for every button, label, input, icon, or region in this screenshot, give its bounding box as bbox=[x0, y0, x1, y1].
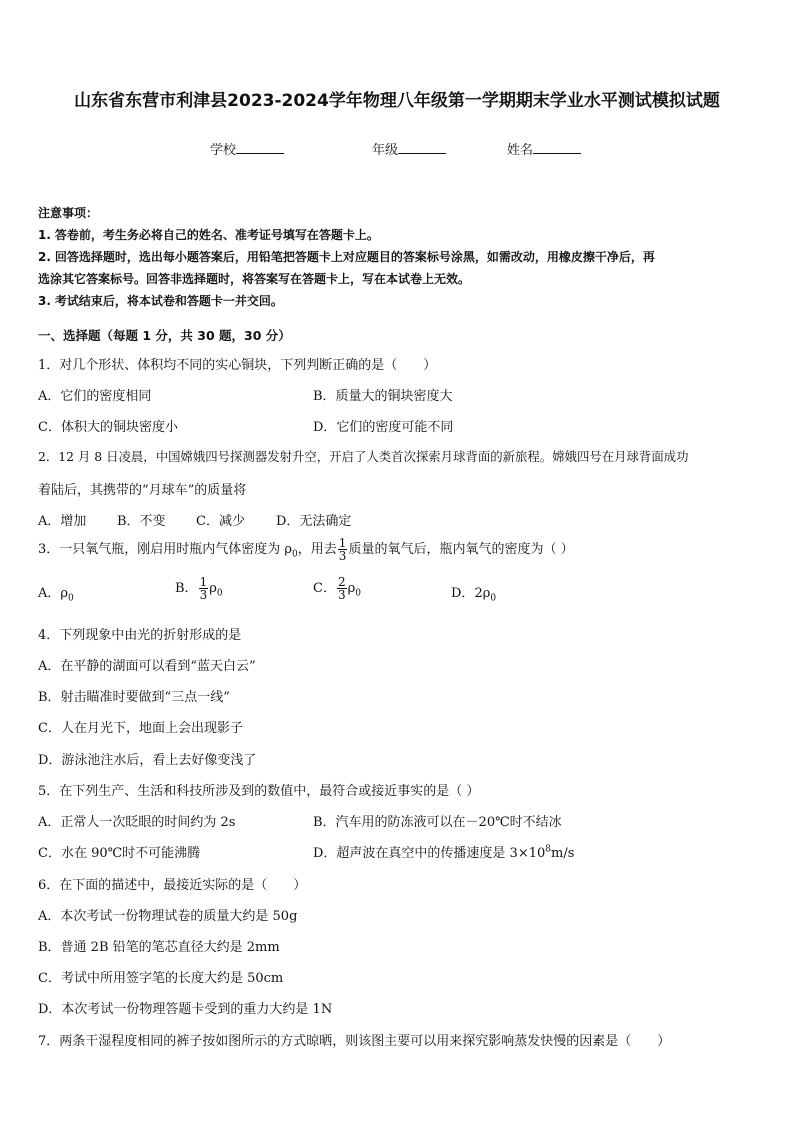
note-3 bbox=[38, 290, 760, 312]
fraction-denominator: 3 bbox=[338, 549, 347, 563]
q6-option-a: A．本次考试一份物理试卷的质量大约是 50g bbox=[38, 909, 298, 924]
q3-stem bbox=[38, 537, 574, 562]
q3-option-c bbox=[313, 576, 361, 601]
q1-stem: 1．对几个形状、体积均不同的实心铜块，下列判断正确的是（ ） bbox=[38, 358, 437, 373]
note-number: 3. bbox=[38, 294, 51, 308]
q3-stem-part: 质量的氧气后，瓶内氧气的密度为（ ） bbox=[348, 542, 574, 557]
exponent: 8 bbox=[545, 844, 551, 855]
q3-option-d bbox=[451, 582, 496, 604]
option-label: D． bbox=[451, 586, 475, 601]
q3-option-a bbox=[38, 582, 74, 604]
student-info-row bbox=[0, 139, 794, 159]
fraction-one-third bbox=[199, 576, 209, 601]
grade-label: 年级 bbox=[372, 143, 399, 158]
q4-option-a: A．在平静的湖面可以看到“蓝天白云” bbox=[38, 659, 256, 674]
note-text: 答卷前，考生务必将自己的姓名、准考证号填写在答题卡上。 bbox=[54, 228, 379, 242]
note-text: 考试结束后，将本试卷和答题卡一并交回。 bbox=[54, 294, 283, 308]
grade-field bbox=[372, 139, 446, 158]
note-2-cont bbox=[38, 268, 760, 290]
note-text: 选涂其它答案标号。回答非选择题时，将答案写在答题卡上，写在本试卷上无效。 bbox=[38, 272, 471, 286]
q4-option-d: D．游泳池注水后，看上去好像变浅了 bbox=[38, 753, 257, 768]
rho-subscript: 0 bbox=[292, 549, 298, 560]
q6-option-b: B．普通 2B 铅笔的笔芯直径大约是 2mm bbox=[38, 940, 280, 955]
q1-option-a: A．它们的密度相同 bbox=[38, 389, 152, 404]
note-2 bbox=[38, 246, 760, 268]
q1-option-d: D．它们的密度可能不同 bbox=[313, 420, 454, 435]
notes-heading: 注意事项： bbox=[38, 206, 99, 220]
school-field bbox=[210, 139, 284, 158]
name-label: 姓名 bbox=[507, 143, 534, 158]
rho-subscript: 0 bbox=[216, 588, 223, 599]
q5-option-d-text: D．超声波在真空中的传播速度是 3×10 bbox=[313, 846, 546, 861]
q4-option-b: B．射击瞄准时要做到“三点一线” bbox=[38, 690, 230, 705]
option-label: C． bbox=[313, 581, 336, 596]
q2-stem-line1: 2．12 月 8 日凌晨，中国嫦娥四号探测器发射升空，开启了人类首次探索月球背面的新旅程。嫦娥四号在月球背面成功 bbox=[38, 449, 689, 464]
q2-option-b: B．不变 bbox=[117, 514, 166, 529]
name-blank bbox=[533, 141, 581, 154]
q1-option-b: B．质量大的铜块密度大 bbox=[313, 389, 453, 404]
rho-subscript: 0 bbox=[355, 588, 361, 599]
section-heading: 一、选择题（每题 1 分，共 30 题，30 分） bbox=[38, 328, 291, 343]
q5-option-a: A．正常人一次眨眼的时间约为 2s bbox=[38, 815, 236, 830]
q3-stem-part: ，用去 bbox=[297, 542, 337, 557]
q2-stem-line2: 着陆后，其携带的“月球车”的质量将 bbox=[38, 483, 247, 498]
rho-symbol: 2ρ bbox=[474, 586, 491, 601]
fraction-numerator: 2 bbox=[337, 575, 346, 589]
q2-option-d: D．无法确定 bbox=[276, 514, 352, 529]
q6-stem: 6．在下面的描述中，最接近实际的是（ ） bbox=[38, 878, 307, 893]
rho-subscript: 0 bbox=[490, 593, 497, 604]
rho-symbol: ρ bbox=[209, 581, 217, 596]
option-label: B． bbox=[175, 581, 198, 596]
grade-blank bbox=[398, 141, 446, 154]
q5-option-b: B．汽车用的防冻液可以在－20℃时不结冰 bbox=[313, 815, 562, 830]
q2-option-c: C．减少 bbox=[196, 514, 245, 529]
fraction-two-thirds bbox=[337, 576, 347, 601]
note-number: 1. bbox=[38, 228, 51, 242]
q5-stem: 5．在下列生产、生活和科技所涉及到的数值中，最符合或接近事实的是（ ） bbox=[38, 784, 480, 799]
fraction-one-third bbox=[338, 537, 348, 562]
note-1 bbox=[38, 224, 760, 246]
q6-option-c: C．考试中所用签字笔的长度大约是 50cm bbox=[38, 971, 284, 986]
name-field bbox=[507, 139, 581, 158]
q3-stem-part: 3．一只氧气瓶，刚启用时瓶内气体密度为 ρ bbox=[38, 542, 293, 557]
fraction-numerator: 1 bbox=[338, 536, 347, 550]
q5-option-d bbox=[313, 842, 574, 861]
note-number: 2. bbox=[38, 250, 51, 264]
fraction-denominator: 3 bbox=[199, 588, 208, 602]
exam-title: 山东省东营市利津县2023-2024学年物理八年级第一学期期末学业水平测试模拟试题 bbox=[74, 91, 720, 111]
q4-stem: 4．下列现象中由光的折射形成的是 bbox=[38, 628, 242, 643]
q7-stem: 7．两条干湿程度相同的裤子按如图所示的方式晾晒，则该图主要可以用来探究影响蒸发快慢的因素是（ ） bbox=[38, 1034, 671, 1049]
q2-option-a: A．增加 bbox=[38, 514, 87, 529]
school-blank bbox=[236, 141, 284, 154]
note-text: 回答选择题时，选出每小题答案后，用铅笔把答题卡上对应题目的答案标号涂黑，如需改动，用橡皮擦干净后，再 bbox=[54, 250, 655, 264]
q1-option-c: C．体积大的铜块密度小 bbox=[38, 420, 178, 435]
q6-option-d: D．本次考试一份物理答题卡受到的重力大约是 1N bbox=[38, 1002, 333, 1017]
school-label: 学校 bbox=[210, 143, 237, 158]
fraction-numerator: 1 bbox=[199, 575, 208, 589]
rho-symbol: ρ bbox=[60, 586, 69, 601]
q3-option-b bbox=[175, 576, 223, 601]
rho-symbol: ρ bbox=[347, 581, 356, 596]
unit: m/s bbox=[551, 846, 575, 861]
fraction-denominator: 3 bbox=[337, 588, 346, 602]
notes-block bbox=[38, 202, 760, 312]
option-label: A． bbox=[38, 586, 61, 601]
q4-option-c: C．人在月光下，地面上会出现影子 bbox=[38, 721, 243, 736]
rho-subscript: 0 bbox=[68, 593, 74, 604]
q5-option-c: C．水在 90℃时不可能沸腾 bbox=[38, 846, 201, 861]
